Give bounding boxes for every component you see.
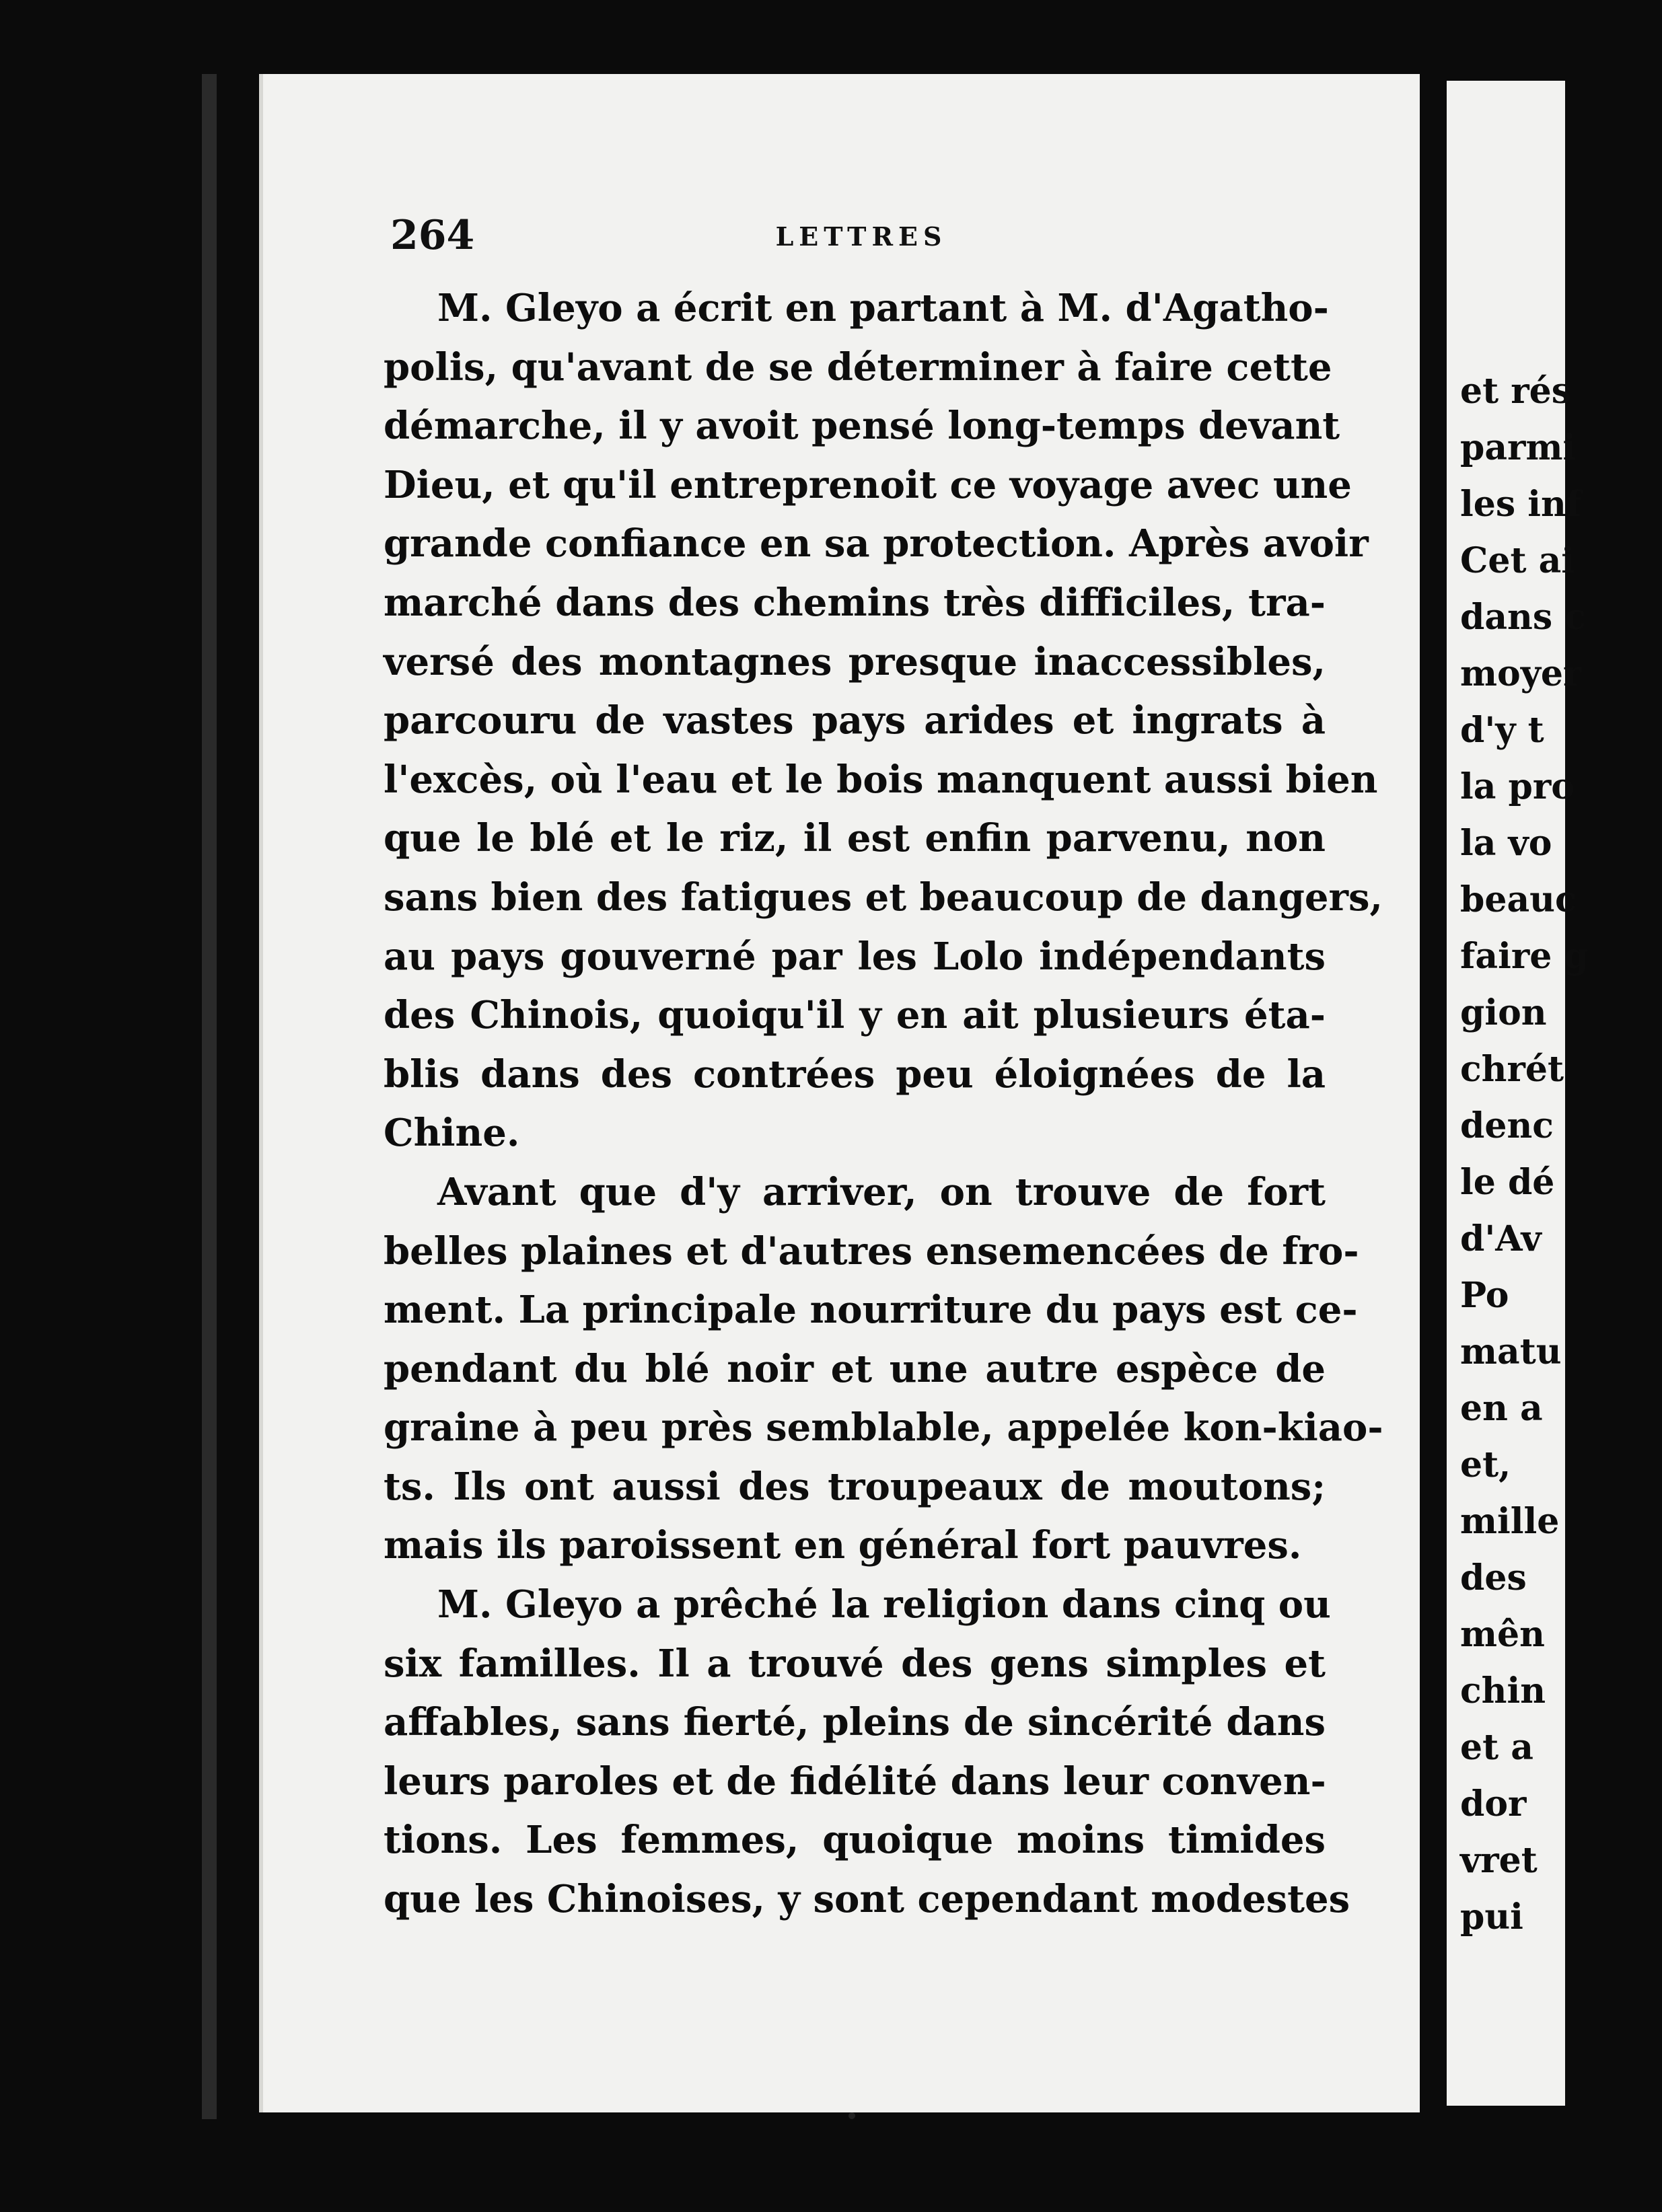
text-line: démarche, il y avoit pensé long-temps devant	[384, 404, 1340, 449]
text-line: mais ils paroissent en général fort pauvres.	[384, 1523, 1302, 1568]
text-line: blis dans des contrées peu éloignées de la	[384, 1052, 1326, 1097]
text-line: pendant du blé noir et une autre espèce de	[384, 1346, 1326, 1391]
adjacent-text-line: chin	[1460, 1670, 1546, 1711]
body-text	[384, 279, 1383, 1929]
adjacent-text-line: les inf	[1460, 484, 1582, 525]
text-line: Chine.	[384, 1111, 520, 1156]
text-line: ment. La principale nourriture du pays est ce-	[384, 1288, 1358, 1333]
text-line: marché dans des chemins très difficiles, tra-	[384, 580, 1326, 625]
adjacent-text-line: en a	[1460, 1388, 1543, 1429]
adjacent-text-line: parmi	[1460, 427, 1577, 468]
page-number: 264	[390, 212, 475, 259]
adjacent-text-line: et a	[1460, 1727, 1533, 1768]
page-header	[390, 212, 1332, 266]
adjacent-text-line: des	[1460, 1557, 1527, 1598]
adjacent-page-text	[1460, 363, 1662, 1946]
adjacent-text-line: moyer	[1460, 653, 1582, 694]
adjacent-text-line: et,	[1460, 1444, 1511, 1485]
footer-mark	[848, 2112, 855, 2119]
adjacent-text-line: matu	[1460, 1331, 1562, 1372]
adjacent-text-line: vret	[1460, 1840, 1538, 1881]
adjacent-text-line: mille	[1460, 1501, 1560, 1542]
adjacent-text-line: denc	[1460, 1105, 1554, 1146]
text-line: sans bien des fatigues et beaucoup de dangers,	[384, 875, 1383, 920]
text-line: polis, qu'avant de se déterminer à faire cette	[384, 344, 1332, 390]
text-line: M. Gleyo a prêché la religion dans cinq ou	[437, 1582, 1331, 1627]
text-line: M. Gleyo a écrit en partant à M. d'Agatho-	[437, 286, 1329, 330]
running-title: LETTRES	[775, 221, 947, 252]
adjacent-text-line: Cet ai	[1460, 540, 1575, 581]
adjacent-text-line: faire g	[1460, 936, 1589, 977]
adjacent-text-line: mên	[1460, 1614, 1545, 1655]
adjacent-text-line: le dé	[1460, 1162, 1555, 1203]
text-line: des Chinois, quoiqu'il y en ait plusieurs éta-	[384, 993, 1326, 1038]
adjacent-text-line: gion	[1460, 992, 1547, 1033]
adjacent-text-line: et rés	[1460, 371, 1571, 412]
adjacent-text-line: dor	[1460, 1783, 1527, 1824]
text-line: graine à peu près semblable, appelée kon-kiao-	[384, 1405, 1383, 1450]
scan-border-left	[202, 74, 217, 2119]
text-line: grande confiance en sa protection. Après avoir	[384, 521, 1369, 566]
text-line: que les Chinoises, y sont cependant modestes	[384, 1877, 1350, 1922]
text-line: tions. Les femmes, quoique moins timides	[384, 1818, 1326, 1863]
text-line: ts. Ils ont aussi des troupeaux de moutons;	[384, 1464, 1326, 1509]
text-line: versé des montagnes presque inaccessibles,	[384, 639, 1326, 684]
text-line: au pays gouverné par les Lolo indépendants	[384, 934, 1326, 979]
adjacent-text-line: pui	[1460, 1896, 1523, 1938]
text-line: belles plaines et d'autres ensemencées de fro-	[384, 1228, 1359, 1274]
text-line: parcouru de vastes pays arides et ingrats à	[384, 698, 1326, 743]
text-line: affables, sans fierté, pleins de sincérité dans	[384, 1700, 1326, 1745]
text-line: que le blé et le riz, il est enfin parvenu, non	[384, 816, 1326, 861]
adjacent-text-line: d'Av	[1460, 1218, 1542, 1259]
adjacent-page	[1447, 81, 1589, 2106]
adjacent-text-line: Po	[1460, 1275, 1509, 1316]
adjacent-text-line: la pro	[1460, 766, 1575, 807]
adjacent-text-line: la vo	[1460, 823, 1552, 864]
text-line: Dieu, et qu'il entreprenoit ce voyage avec une	[384, 462, 1352, 507]
text-line: l'excès, où l'eau et le bois manquent aussi bien	[384, 757, 1378, 802]
text-line: six familles. Il a trouvé des gens simples et	[384, 1641, 1326, 1686]
adjacent-text-line: beauc	[1460, 879, 1577, 920]
adjacent-text-line: chrét	[1460, 1049, 1564, 1090]
adjacent-text-line: d'y t	[1460, 710, 1544, 751]
text-line: leurs paroles et de fidélité dans leur conven-	[384, 1759, 1326, 1804]
adjacent-text-line: dans c	[1460, 597, 1586, 638]
book-page	[259, 74, 1420, 2112]
text-line: Avant que d'y arriver, on trouve de fort	[437, 1169, 1326, 1214]
